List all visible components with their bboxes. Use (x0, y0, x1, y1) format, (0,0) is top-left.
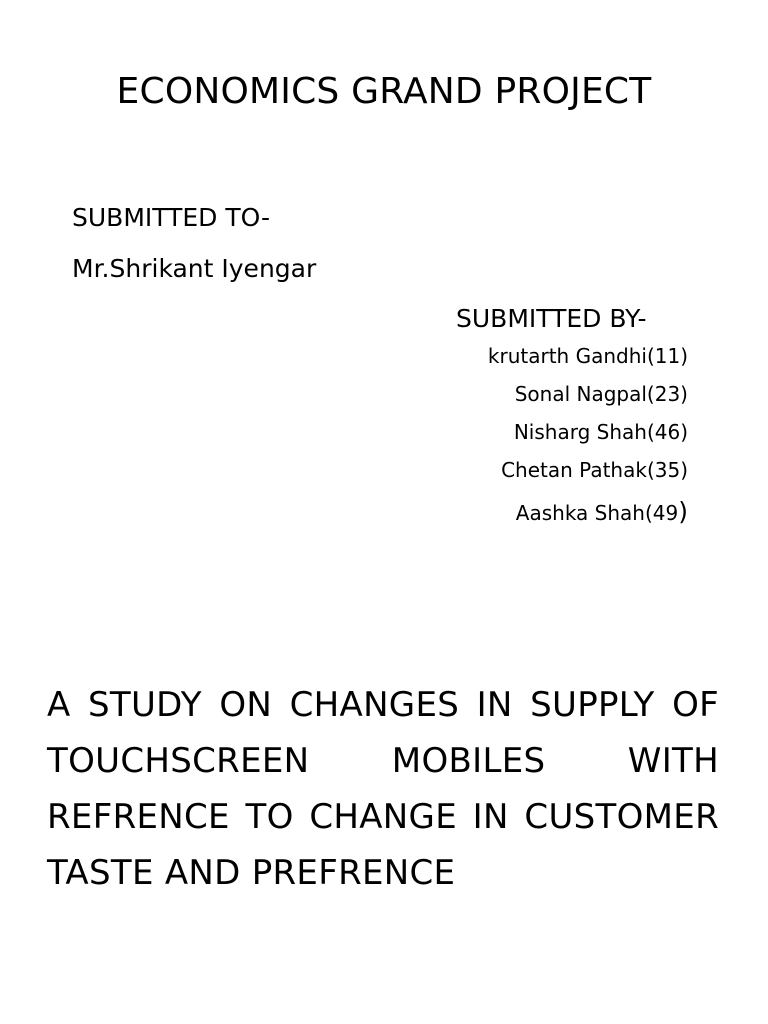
member-name: Aashka Shah(49 (515, 501, 679, 525)
member-item (288, 499, 688, 537)
project-title: ECONOMICS GRAND PROJECT (116, 71, 652, 112)
member-item: Nisharg Shah(46) (513, 420, 688, 444)
submitted-to-label: SUBMITTED TO- (72, 203, 271, 232)
member-item: Chetan Pathak(35) (501, 458, 688, 482)
study-title: A STUDY ON CHANGES IN SUPPLY OF TOUCHSCREEN MOBILES WITH REFRENCE TO CHANGE IN CUSTOMER TASTE AND PREFRENCE (47, 685, 719, 893)
member-item: Sonal Nagpal(23) (514, 382, 688, 406)
member-closing-paren: ) (678, 497, 688, 526)
submitted-by-label: SUBMITTED BY- (456, 304, 647, 333)
member-item: krutarth Gandhi(11) (487, 344, 688, 368)
member-list (288, 343, 688, 537)
submitted-to-name: Mr.Shrikant Iyengar (72, 254, 317, 283)
